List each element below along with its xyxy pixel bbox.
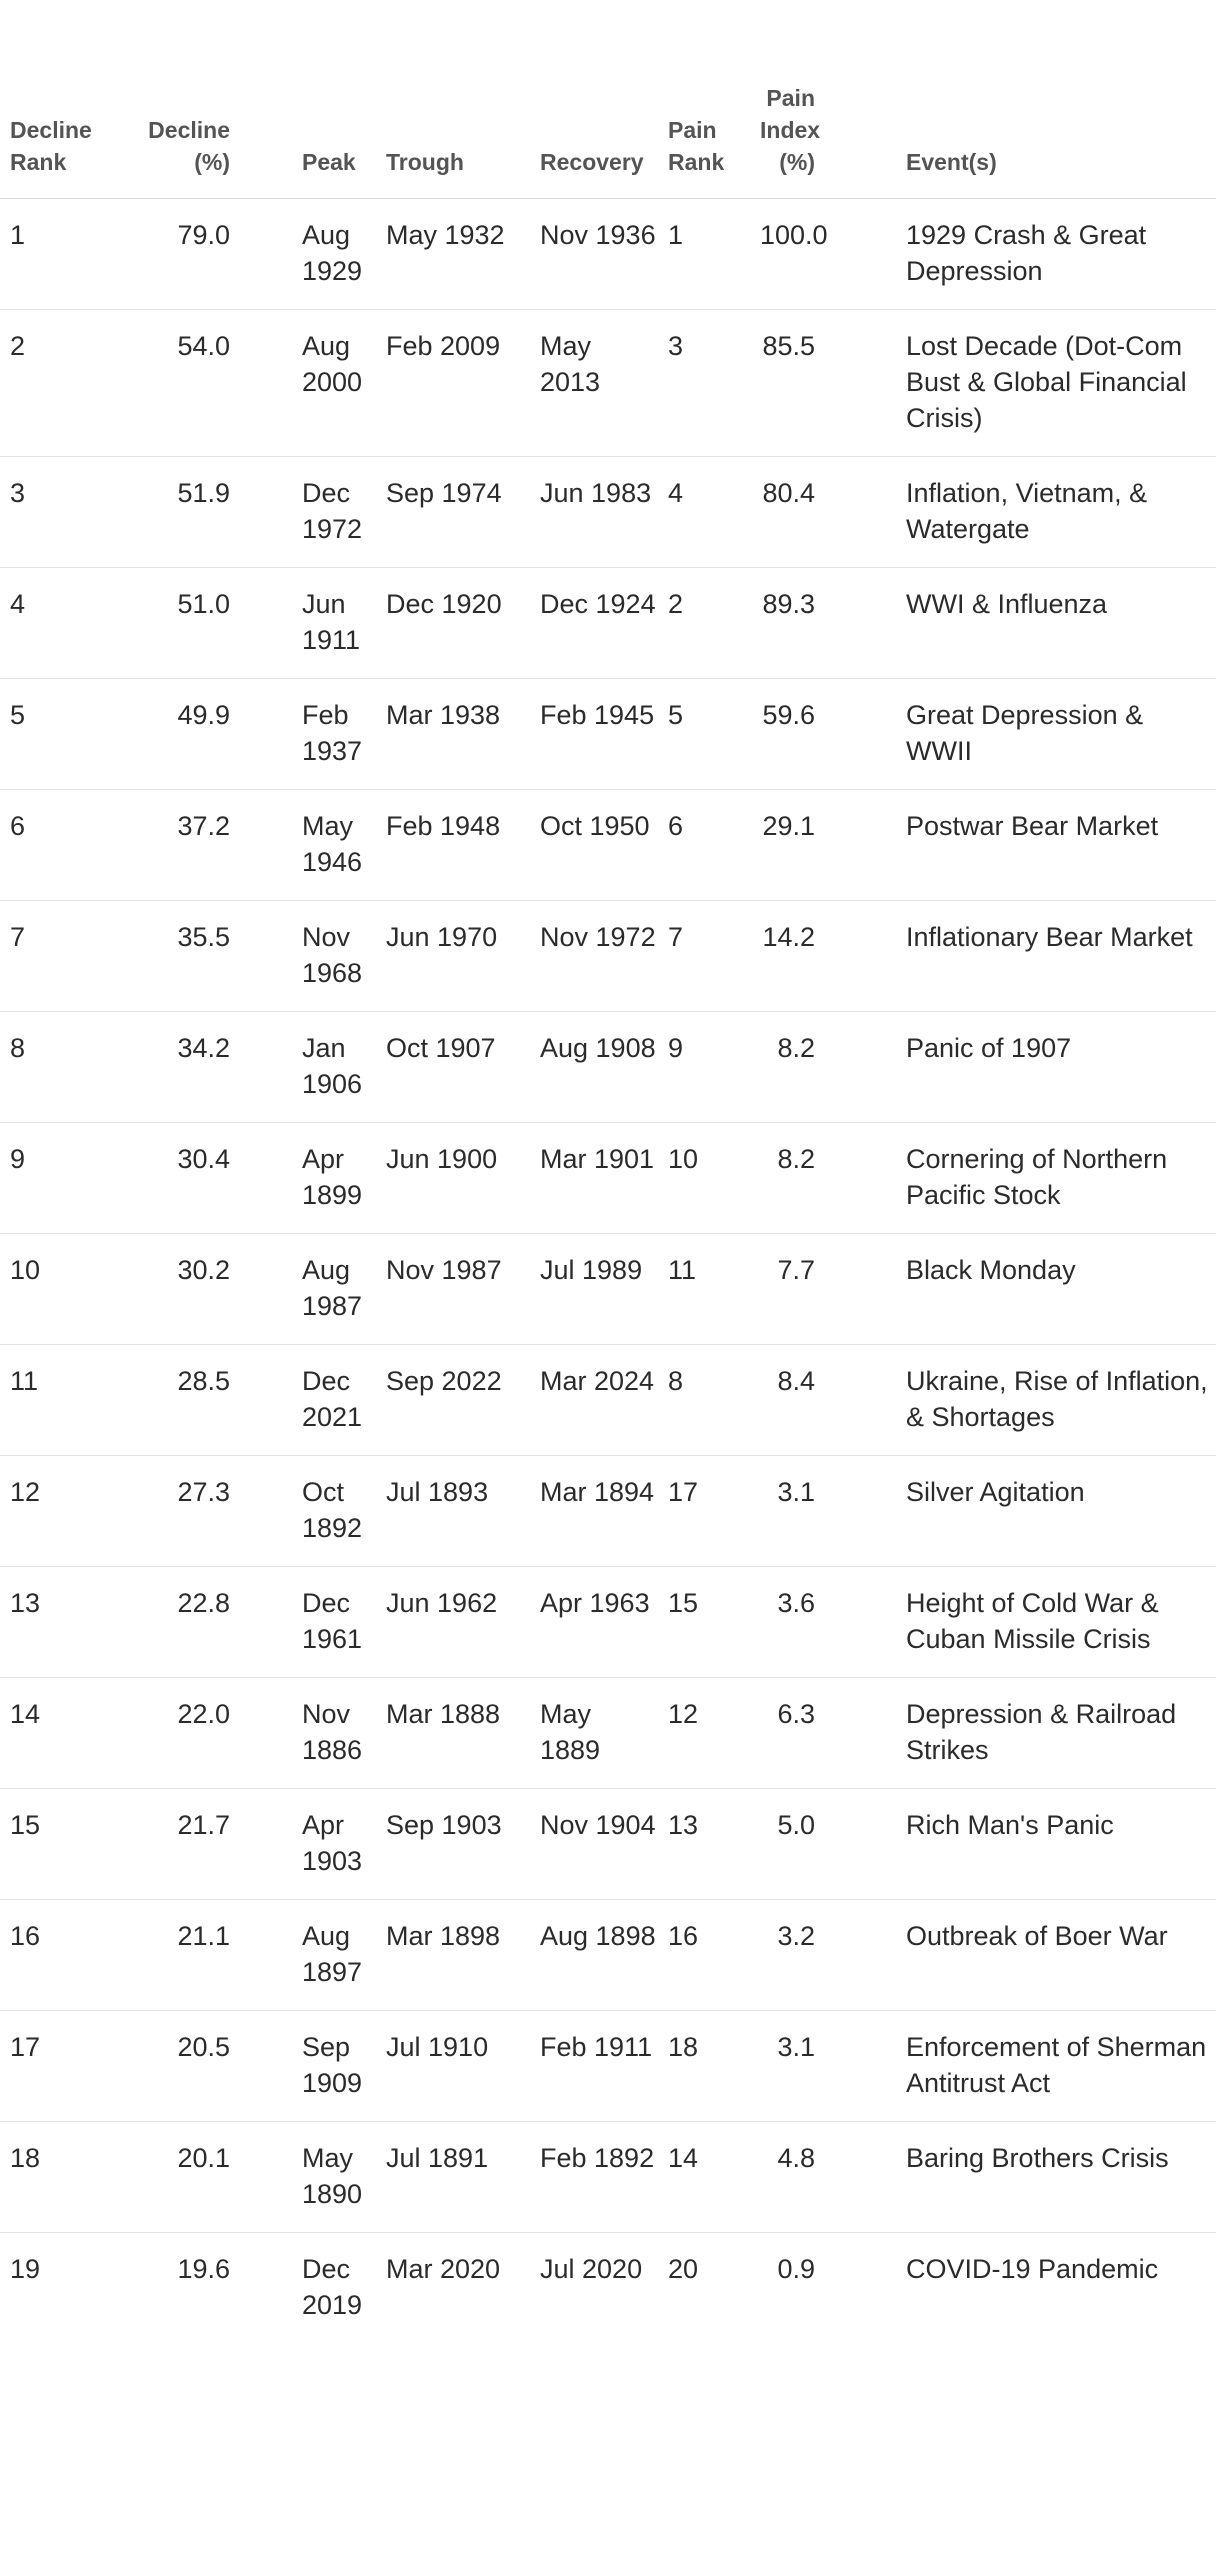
trough-cell: Mar 2020 [386,2254,501,2284]
peak-cell: Feb 1937 [302,679,376,790]
spacer-cell [825,1123,896,1234]
spacer-cell [825,568,896,679]
spacer-cell [240,790,302,901]
pain-rank-cell: 18 [658,2011,760,2122]
events-cell: Black Monday [896,1234,1216,1345]
peak-cell: Jun 1911 [302,568,376,679]
pain-rank-cell: 15 [658,1567,760,1678]
trough-cell: Jul 1910 [376,2011,530,2122]
events-cell: Depression & Railroad Strikes [896,1678,1216,1789]
recovery-cell: Oct 1950 [530,790,658,901]
spacer-cell [825,2122,896,2233]
header-row [0,0,1216,199]
spacer-cell [240,1345,302,1456]
pain-index-cell: 3.1 [760,1456,825,1567]
pain-index-cell: 5.0 [760,1789,825,1900]
peak-cell: Dec 1972 [302,457,376,568]
events-cell: Silver Agitation [896,1456,1216,1567]
events-cell: COVID-19 Pandemic [906,2254,1159,2284]
header-peak: Peak [302,0,376,199]
pain-rank-cell: 20 [668,2254,699,2284]
spacer-cell [825,310,896,457]
recovery-cell: Mar 1901 [530,1123,658,1234]
spacer-cell [240,457,302,568]
table-row [0,1123,1216,1234]
trough-cell: Mar 1898 [376,1900,530,2011]
decline-pct-cell: 49.9 [148,679,240,790]
header-pain-index: Pain Index (%) [760,0,825,199]
header-decline-pct: Decline (%) [148,0,240,199]
pain-rank-cell: 1 [658,199,760,310]
peak-cell: Jan 1906 [302,1012,376,1123]
table-row [0,1900,1216,2011]
decline-rank-cell: 17 [0,2011,148,2122]
decline-pct-cell: 35.5 [148,901,240,1012]
decline-rank-cell: 7 [0,901,148,1012]
spacer-cell [825,1456,896,1567]
pain-index-cell: 80.4 [760,457,825,568]
decline-rank-cell: 11 [0,1345,148,1456]
spacer-cell [240,199,302,310]
table-row [0,790,1216,901]
decline-rank-cell: 8 [0,1012,148,1123]
decline-rank-cell: 3 [0,457,148,568]
pain-index-cell: 8.2 [760,1012,825,1123]
events-cell: Enforcement of Sherman Antitrust Act [896,2011,1216,2122]
pain-rank-cell: 17 [658,1456,760,1567]
pain-index-cell: 3.1 [760,2011,825,2122]
decline-rank-cell: 18 [0,2122,148,2233]
decline-pct-cell: 51.0 [148,568,240,679]
table-row [0,1345,1216,1456]
peak-cell: Sep 1909 [302,2011,376,2122]
events-cell: WWI & Influenza [896,568,1216,679]
spacer-cell [240,568,302,679]
pain-index-cell: 7.7 [760,1234,825,1345]
pain-rank-cell: 5 [658,679,760,790]
decline-pct-cell: 34.2 [148,1012,240,1123]
peak-cell: Dec 1961 [302,1567,376,1678]
events-cell: Postwar Bear Market [896,790,1216,901]
recovery-cell: Nov 1936 [530,199,658,310]
spacer-cell [825,457,896,568]
peak-cell: May 1946 [302,790,376,901]
table-row [0,901,1216,1012]
peak-cell: Aug 1987 [302,1234,376,1345]
spacer-cell [825,1345,896,1456]
recovery-cell: Dec 1924 [530,568,658,679]
table-row [0,1234,1216,1345]
events-cell: Cornering of Northern Pacific Stock [896,1123,1216,1234]
decline-pct-cell: 21.7 [148,1789,240,1900]
decline-pct-cell: 37.2 [148,790,240,901]
spacer-cell [825,679,896,790]
recovery-cell: Mar 2024 [530,1345,658,1456]
trough-cell: Nov 1987 [376,1234,530,1345]
decline-pct-cell: 27.3 [148,1456,240,1567]
decline-rank-cell: 4 [0,568,148,679]
trough-cell: Jun 1962 [376,1567,530,1678]
recovery-cell: Jun 1983 [530,457,658,568]
events-cell: 1929 Crash & Great Depression [896,199,1216,310]
spacer-cell [825,1900,896,2011]
events-cell: Baring Brothers Crisis [896,2122,1216,2233]
recovery-cell: Jul 2020 [540,2254,643,2284]
spacer-cell [825,901,896,1012]
pain-rank-cell: 16 [658,1900,760,2011]
spacer-cell [240,1900,302,2011]
trough-cell: Dec 1920 [376,568,530,679]
trough-cell: Jul 1891 [376,2122,530,2233]
events-cell: Height of Cold War & Cuban Missile Crisis [896,1567,1216,1678]
spacer-cell [240,1234,302,1345]
table-row [0,199,1216,310]
pain-rank-cell: 8 [658,1345,760,1456]
spacer-cell [825,1012,896,1123]
pain-rank-cell: 7 [658,901,760,1012]
header-pain-rank: Pain Rank [658,0,760,199]
recovery-cell: Nov 1972 [530,901,658,1012]
header-events: Event(s) [896,0,1216,199]
pain-index-cell: 59.6 [760,679,825,790]
decline-pct-cell: 51.9 [148,457,240,568]
header-spacer [825,0,896,199]
peak-cell: Nov 1968 [302,901,376,1012]
events-cell: Panic of 1907 [896,1012,1216,1123]
trough-cell: Jun 1970 [376,901,530,1012]
table-row [0,1678,1216,1789]
decline-pct-cell: 54.0 [148,310,240,457]
pain-index-cell: 6.3 [760,1678,825,1789]
trough-cell: Mar 1938 [376,679,530,790]
recovery-cell: May 2013 [530,310,658,457]
decline-pct-cell: 22.8 [148,1567,240,1678]
decline-pct-cell: 20.5 [148,2011,240,2122]
events-cell: Great Depression & WWII [896,679,1216,790]
recovery-cell: Feb 1945 [530,679,658,790]
peak-cell: May 1890 [302,2122,376,2233]
pain-index-cell: 3.2 [760,1900,825,2011]
pain-index-cell: 0.9 [777,2254,815,2284]
trough-cell: Jul 1893 [376,1456,530,1567]
table-row [0,310,1216,457]
recovery-cell: Mar 1894 [530,1456,658,1567]
decline-rank-cell: 10 [0,1234,148,1345]
spacer-cell [240,2233,302,2344]
peak-cell: Apr 1899 [302,1123,376,1234]
trough-cell: Sep 2022 [376,1345,530,1456]
header-decline-rank: Decline Rank [0,0,148,199]
decline-rank-cell: 2 [0,310,148,457]
events-cell: Inflationary Bear Market [896,901,1216,1012]
table-row [0,679,1216,790]
pain-index-cell: 4.8 [760,2122,825,2233]
spacer-cell [825,2233,896,2344]
spacer-cell [825,199,896,310]
header-trough: Trough [376,0,530,199]
events-cell: Ukraine, Rise of Inflation, & Shortages [896,1345,1216,1456]
pain-index-cell: 8.4 [760,1345,825,1456]
spacer-cell [240,1678,302,1789]
pain-index-cell: 29.1 [760,790,825,901]
pain-rank-cell: 9 [658,1012,760,1123]
spacer-cell [240,1123,302,1234]
decline-pct-cell: 28.5 [148,1345,240,1456]
decline-rank-cell: 14 [0,1678,148,1789]
pain-index-cell: 89.3 [760,568,825,679]
decline-rank-cell: 6 [0,790,148,901]
recovery-cell: Feb 1911 [530,2011,658,2122]
pain-rank-cell: 2 [658,568,760,679]
spacer-cell [240,901,302,1012]
peak-cell: Dec 2021 [302,1345,376,1456]
decline-pct-cell: 19.6 [177,2254,230,2284]
table-row [0,1789,1216,1900]
spacer-cell [825,790,896,901]
spacer-cell [240,679,302,790]
spacer-cell [240,1567,302,1678]
peak-cell: Aug 2000 [302,310,376,457]
recovery-cell: Jul 1989 [530,1234,658,1345]
decline-rank-cell: 15 [0,1789,148,1900]
spacer-cell [240,310,302,457]
trough-cell: Jun 1900 [376,1123,530,1234]
events-cell: Rich Man's Panic [896,1789,1216,1900]
table-row [0,457,1216,568]
trough-cell: Feb 2009 [376,310,530,457]
pain-index-cell: 3.6 [760,1567,825,1678]
header-recovery: Recovery [530,0,658,199]
spacer-cell [240,1789,302,1900]
pain-rank-cell: 13 [658,1789,760,1900]
decline-rank-cell: 13 [0,1567,148,1678]
spacer-cell [825,1567,896,1678]
recovery-cell: Apr 1963 [530,1567,658,1678]
decline-rank-cell: 9 [0,1123,148,1234]
trough-cell: Sep 1974 [376,457,530,568]
spacer-cell [825,2011,896,2122]
peak-cell: Aug 1897 [302,1900,376,2011]
trough-cell: May 1932 [376,199,530,310]
trough-cell: Sep 1903 [376,1789,530,1900]
table-row [0,2122,1216,2233]
recovery-cell: May 1889 [530,1678,658,1789]
peak-cell: Dec 2019 [302,2254,363,2320]
decline-pct-cell: 20.1 [148,2122,240,2233]
pain-index-cell: 85.5 [760,310,825,457]
spacer-cell [825,1789,896,1900]
peak-cell: Apr 1903 [302,1789,376,1900]
decline-pct-cell: 22.0 [148,1678,240,1789]
spacer-cell [240,2122,302,2233]
recovery-cell: Nov 1904 [530,1789,658,1900]
table-row [0,2011,1216,2122]
table-header [0,0,1216,199]
pain-index-cell: 8.2 [760,1123,825,1234]
trough-cell: Oct 1907 [376,1012,530,1123]
spacer-cell [240,2011,302,2122]
decline-rank-cell: 1 [0,199,148,310]
pain-rank-cell: 4 [658,457,760,568]
pain-rank-cell: 12 [658,1678,760,1789]
table-row [0,1012,1216,1123]
decline-pct-cell: 30.4 [148,1123,240,1234]
pain-index-cell: 100.0 [760,199,825,310]
pain-index-cell: 14.2 [760,901,825,1012]
spacer-cell [240,1456,302,1567]
table-body [0,199,1216,2344]
peak-cell: Nov 1886 [302,1678,376,1789]
pain-rank-cell: 10 [658,1123,760,1234]
pain-rank-cell: 6 [658,790,760,901]
events-cell: Inflation, Vietnam, & Watergate [896,457,1216,568]
decline-pct-cell: 21.1 [148,1900,240,2011]
pain-rank-cell: 3 [658,310,760,457]
pain-rank-cell: 14 [658,2122,760,2233]
table-row [0,1567,1216,1678]
events-cell: Lost Decade (Dot-Com Bust & Global Financial Crisis) [896,310,1216,457]
recovery-cell: Aug 1898 [530,1900,658,2011]
trough-cell: Mar 1888 [376,1678,530,1789]
decline-rank-cell: 16 [0,1900,148,2011]
events-cell: Outbreak of Boer War [896,1900,1216,2011]
decline-pct-cell: 79.0 [148,199,240,310]
decline-rank-cell: 19 [10,2254,41,2284]
pain-rank-cell: 11 [658,1234,760,1345]
table-row [0,1456,1216,1567]
peak-cell: Oct 1892 [302,1456,376,1567]
decline-rank-cell: 5 [0,679,148,790]
decline-pct-cell: 30.2 [148,1234,240,1345]
peak-cell: Aug 1929 [302,199,376,310]
spacer-cell [240,1012,302,1123]
table-row [0,2233,1216,2344]
header-spacer [240,0,302,199]
recovery-cell: Aug 1908 [530,1012,658,1123]
table-row [0,568,1216,679]
decline-rank-cell: 12 [0,1456,148,1567]
trough-cell: Feb 1948 [376,790,530,901]
spacer-cell [825,1234,896,1345]
spacer-cell [825,1678,896,1789]
recovery-cell: Feb 1892 [530,2122,658,2233]
